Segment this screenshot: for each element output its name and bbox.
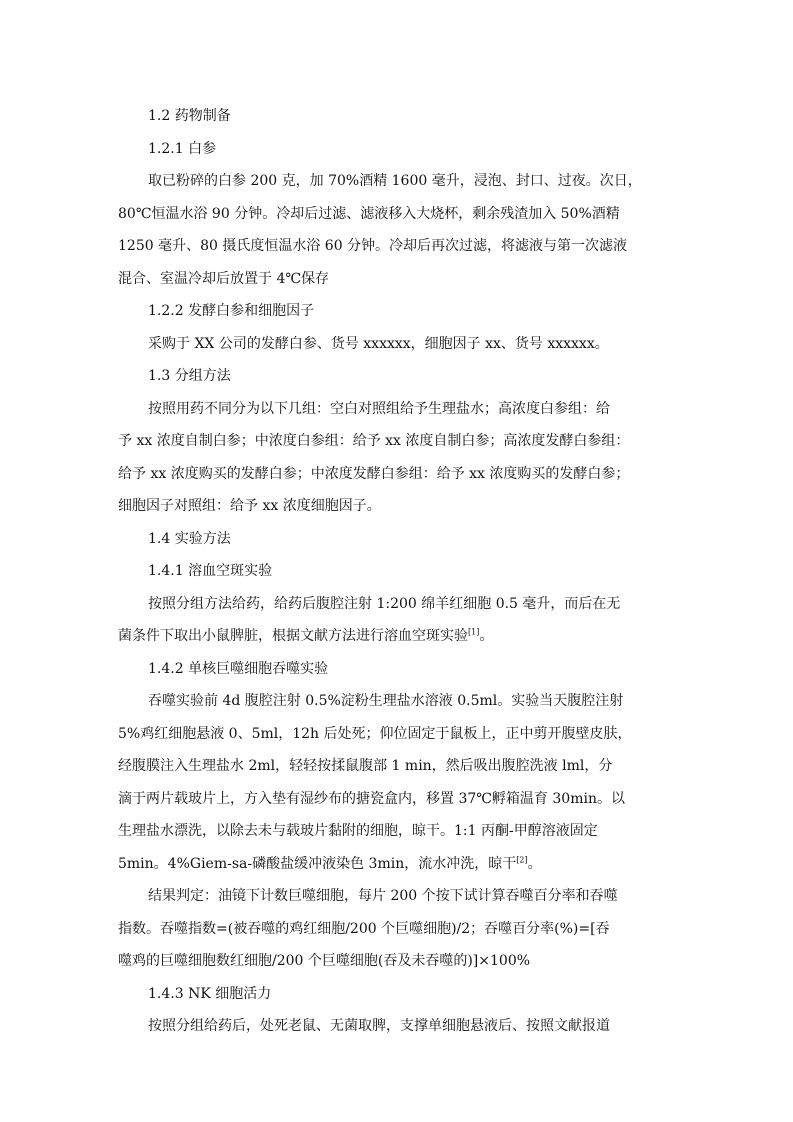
paragraph-line — [118, 458, 675, 491]
line-text: 经腹膜注入生理盐水 2ml，轻轻按揉鼠腹部 1 min，然后吸出腹腔洗液 lml，分 — [118, 758, 613, 774]
line-text: 1.2.2 发酵白参和细胞因子 — [148, 303, 315, 319]
line-text: 1.2.1 白参 — [148, 140, 217, 157]
section-heading — [118, 295, 675, 328]
line-text: 按照分组给药后，处死老鼠、无菌取脾，支撑单细胞悬液后、按照文献报道 — [148, 1018, 610, 1034]
paragraph-line — [118, 685, 675, 718]
paragraph-line — [118, 588, 675, 621]
line-text: 5min。4%Giem-sa-磷酸盐缓冲液染色 3min，流水冲洗，晾干 — [118, 855, 517, 872]
paragraph-line — [118, 230, 675, 263]
paragraph-line — [118, 913, 675, 946]
line-text: 取已粉碎的白参 200 克，加 70%酒精 1600 毫升，浸泡、封口、过夜。次日， — [148, 173, 642, 189]
section-heading — [118, 133, 675, 166]
line-text: 1.4.2 单核巨噬细胞吞噬实验 — [148, 660, 329, 677]
paragraph-line — [118, 783, 675, 816]
paragraph-line — [118, 880, 675, 913]
citation-ref: [2] — [516, 854, 528, 864]
line-text: 滴于两片载玻片上，方入垫有湿纱布的搪瓷盒内，移置 37℃孵箱温育 30min。以 — [118, 790, 625, 807]
line-text: 予 xx 浓度自制白参；中浓度白参组：给予 xx 浓度自制白参；高浓度发酵白参组： — [118, 433, 630, 449]
line-text: 1.3 分组方法 — [148, 368, 231, 384]
section-heading — [118, 653, 675, 686]
line-text: 结果判定：油镜下计数巨噬细胞，每片 200 个按下试计算吞噬百分率和吞噬 — [148, 888, 618, 904]
line-text-tail: 。 — [479, 628, 494, 644]
paragraph-line — [118, 490, 675, 523]
line-text: 给予 xx 浓度购买的发酵白参；中浓度发酵白参组：给予 xx 浓度购买的发酵白参； — [118, 465, 630, 482]
paragraph-line — [118, 263, 675, 296]
paragraph-line — [118, 393, 675, 426]
line-text: 生理盐水漂洗，以除去未与载玻片黏附的细胞，晾干。1:1 丙酮-甲醇溶液固定 — [118, 823, 598, 839]
paragraph-line — [118, 620, 675, 653]
paragraph-line — [118, 425, 675, 458]
paragraph-line — [118, 328, 675, 361]
line-text: 1.2 药物制备 — [148, 108, 231, 124]
section-heading — [118, 523, 675, 556]
line-text: 按照分组方法给药，给药后腹腔注射 1:200 绵羊红细胞 0.5 毫升，而后在无 — [148, 595, 621, 612]
paragraph-line — [118, 165, 675, 198]
paragraph-line — [118, 1010, 675, 1043]
line-text: 80℃恒温水浴 90 分钟。冷却后过滤、滤液移入大烧杯，剩余残渣加入 50%酒精 — [118, 205, 620, 222]
citation-ref: [1] — [468, 627, 480, 637]
line-text: 1250 毫升、80 摄氏度恒温水浴 60 分钟。冷却后再次过滤，将滤液与第一次滤液 — [118, 238, 628, 254]
line-text: 按照用药不同分为以下几组：空白对照组给予生理盐水；高浓度白参组：给 — [148, 400, 610, 417]
line-text: 菌条件下取出小鼠脾脏，根据文献方法进行溶血空斑实验 — [118, 628, 468, 644]
line-text: 吞噬实验前 4d 腹腔注射 0.5%淀粉生理盐水溶液 0.5ml。实验当天腹腔注射 — [148, 693, 624, 709]
line-text: 采购于 XX 公司的发酵白参、货号 xxxxxx，细胞因子 xx、货号 xxxxxx。 — [148, 335, 609, 352]
paragraph-line — [118, 198, 675, 231]
section-heading — [118, 978, 675, 1011]
line-text: 1.4.3 NK 细胞活力 — [148, 985, 272, 1002]
line-text-tail: 。 — [527, 855, 542, 872]
paragraph-line — [118, 945, 675, 978]
paragraph-line — [118, 848, 675, 881]
section-heading — [118, 555, 675, 588]
line-text: 噬鸡的巨噬细胞数红细胞/200 个巨噬细胞(吞及未吞噬的)]×100% — [118, 953, 531, 969]
paragraph-line — [118, 815, 675, 848]
line-text: 5%鸡红细胞悬液 0、5ml，12h 后处死；仰位固定于鼠板上，正中剪开腹壁皮肤， — [118, 725, 632, 742]
section-heading — [118, 360, 675, 393]
paragraph-line — [118, 718, 675, 751]
line-text: 混合、室温冷却后放置于 4℃保存 — [118, 270, 330, 287]
paragraph-line — [118, 750, 675, 783]
line-text: 指数。吞噬指数=(被吞噬的鸡红细胞/200 个巨噬细胞)/2；吞噬百分率(%)=[吞 — [118, 920, 610, 937]
line-text: 1.4 实验方法 — [148, 530, 231, 547]
line-text: 细胞因子对照组：给予 xx 浓度细胞因子。 — [118, 498, 381, 514]
section-heading — [118, 100, 675, 133]
line-text: 1.4.1 溶血空斑实验 — [148, 563, 273, 579]
